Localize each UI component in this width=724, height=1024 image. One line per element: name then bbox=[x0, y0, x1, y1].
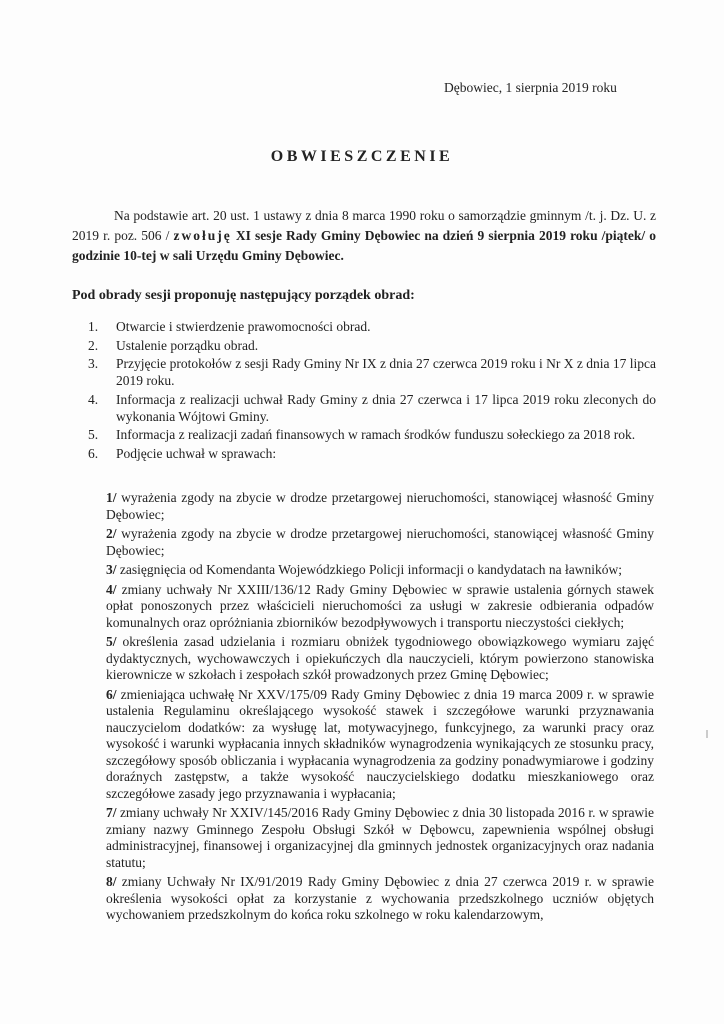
agenda-heading: Pod obrady sesji proponuję następujący porządek obrad: bbox=[72, 288, 415, 303]
agenda-item-number: 3. bbox=[88, 356, 99, 371]
agenda-item bbox=[72, 445, 656, 462]
resolution-number: 1/ bbox=[106, 490, 117, 505]
agenda-item-text: Informacja z realizacji zadań finansowych w ramach środków funduszu sołeckiego za 2018 rok. bbox=[116, 427, 636, 442]
agenda-item-number: 6. bbox=[88, 445, 99, 461]
resolution-text: zmiany Uchwały Nr IX/91/2019 Rady Gminy Dębowiec z dnia 27 czerwca 2019 r. w sprawie określenia wysokości opłat za korzystanie z wychowania przedszkolnego uczniów objętych wychowaniem przedszkolnym do końca roku szkolnego w roku kalendarzowym, bbox=[106, 874, 655, 922]
resolution-item bbox=[106, 490, 654, 523]
resolution-item bbox=[106, 526, 654, 559]
resolution-number: 2/ bbox=[106, 526, 117, 541]
resolution-item bbox=[106, 582, 654, 632]
agenda-list bbox=[72, 318, 656, 463]
agenda-item-text: Ustalenie porządku obrad. bbox=[116, 337, 259, 353]
document-title: OBWIESZCZENIE bbox=[270, 148, 454, 165]
agenda-item bbox=[72, 318, 656, 335]
agenda-item bbox=[72, 391, 656, 425]
resolution-item bbox=[106, 562, 654, 579]
resolution-item bbox=[106, 687, 654, 803]
resolution-number: 5/ bbox=[106, 634, 117, 649]
resolution-text: zmieniająca uchwałę Nr XXV/175/09 Rady Gminy Dębowiec z dnia 19 marca 2009 r. w sprawie ustalenia Regulaminu określającego wysokość stawek i szczegółowe warunki przyznawania nauczycielom dodatków: za wysługę lat, motywacyjnego, funkcyjnego, za warunki pracy oraz wysokość i warunki wypłacania innych składników wynagrodzenia wynikających ze stosunku pracy, szczegółowy sposób obliczania i wypłacania wynagrodzenia za godziny ponadwymiarowe i godziny doraźnych zastępstw, a także wysokość nauczycielskiego dodatku mieszkaniowego oraz szczegółowe zasady jego przyznawania i wypłacania; bbox=[106, 686, 655, 801]
agenda-item-number: 5. bbox=[88, 427, 99, 442]
resolution-item bbox=[106, 874, 654, 924]
agenda-item-number: 4. bbox=[88, 391, 99, 407]
resolution-text: wyrażenia zgody na zbycie w drodze przetargowej nieruchomości, stanowiącej własność Gminy Dębowiec; bbox=[106, 526, 655, 558]
agenda-item-number: 1. bbox=[88, 319, 99, 334]
resolution-number: 4/ bbox=[106, 581, 117, 597]
document-date: Dębowiec, 1 sierpnia 2019 roku bbox=[444, 80, 617, 95]
resolution-number: 8/ bbox=[106, 874, 117, 889]
intro-zwoluje: zwołuję bbox=[173, 228, 232, 243]
resolution-number: 3/ bbox=[106, 562, 117, 577]
agenda-item-text: Podjęcie uchwał w sprawach: bbox=[116, 445, 277, 461]
resolution-text: zmiany uchwały Nr XXIV/145/2016 Rady Gminy Dębowiec z dnia 30 listopada 2016 r. w sprawie zmiany nazwy Gminnego Zespołu Obsługi Szkół w Dębowcu, zapewnienia wspólnej obsługi administracyjnej, finansowej i organizacyjnej dla gminnych jednostek organizacyjnych oraz nadania statutu; bbox=[106, 805, 655, 870]
resolution-item bbox=[106, 805, 654, 871]
agenda-item-number: 2. bbox=[88, 337, 99, 353]
resolution-number: 6/ bbox=[106, 686, 117, 702]
agenda-item bbox=[72, 426, 656, 443]
intro-part2: XI sesje Rady Gminy Dębowiec na dzień 9 sierpnia 2019 roku /piątek/ o godzinie 10-tej w sali Urzędu Gminy Dębowiec. bbox=[72, 228, 657, 263]
agenda-item-text: Otwarcie i stwierdzenie prawomocności obrad. bbox=[116, 319, 371, 334]
agenda-item-text: Informacja z realizacji uchwał Rady Gminy z dnia 27 czerwca i 17 lipca 2019 roku zleconych do wykonania Wójtowi Gminy. bbox=[116, 391, 656, 424]
resolution-text: zasięgnięcia od Komendanta Wojewódzkiego Policji informacji o kandydatach na ławników; bbox=[119, 562, 623, 577]
scan-mark bbox=[706, 730, 708, 738]
resolution-text: wyrażenia zgody na zbycie w drodze przetargowej nieruchomości, stanowiącej własność Gminy Dębowiec; bbox=[106, 490, 655, 522]
resolution-item bbox=[106, 634, 654, 684]
agenda-item-text: Przyjęcie protokołów z sesji Rady Gminy Nr IX z dnia 27 czerwca 2019 roku i Nr X z dnia 17 lipca 2019 roku. bbox=[116, 356, 656, 388]
intro-part1: Na podstawie art. 20 ust. 1 ustawy z dnia 8 marca 1990 roku o samorządzie gminnym /t. j. Dz. U. z 2019 r. poz. 506 / bbox=[72, 208, 656, 243]
intro-paragraph bbox=[72, 206, 656, 266]
resolutions-list bbox=[106, 490, 654, 927]
resolution-text: określenia zasad udzielania i rozmiaru obniżek tygodniowego obowiązkowego wymiaru zajęć dydaktycznych, wychowawczych i opiekuńczych dla nauczycieli, którym powierzono stanowiska kierownicze w szkołach i zespołach szkół prowadzonych przez Gminę Dębowiec; bbox=[106, 634, 655, 682]
agenda-item bbox=[72, 337, 656, 354]
agenda-item bbox=[72, 355, 656, 389]
resolution-text: zmiany uchwały Nr XXIII/136/12 Rady Gminy Dębowiec w sprawie ustalenia górnych stawek opłat ponoszonych przez właścicieli nieruchomości za usługi w zakresie odbierania odpadów komunalnych oraz opróżniania zbiorników bezodpływowych i transportu nieczystości ciekłych; bbox=[106, 581, 654, 630]
resolution-number: 7/ bbox=[106, 805, 117, 820]
